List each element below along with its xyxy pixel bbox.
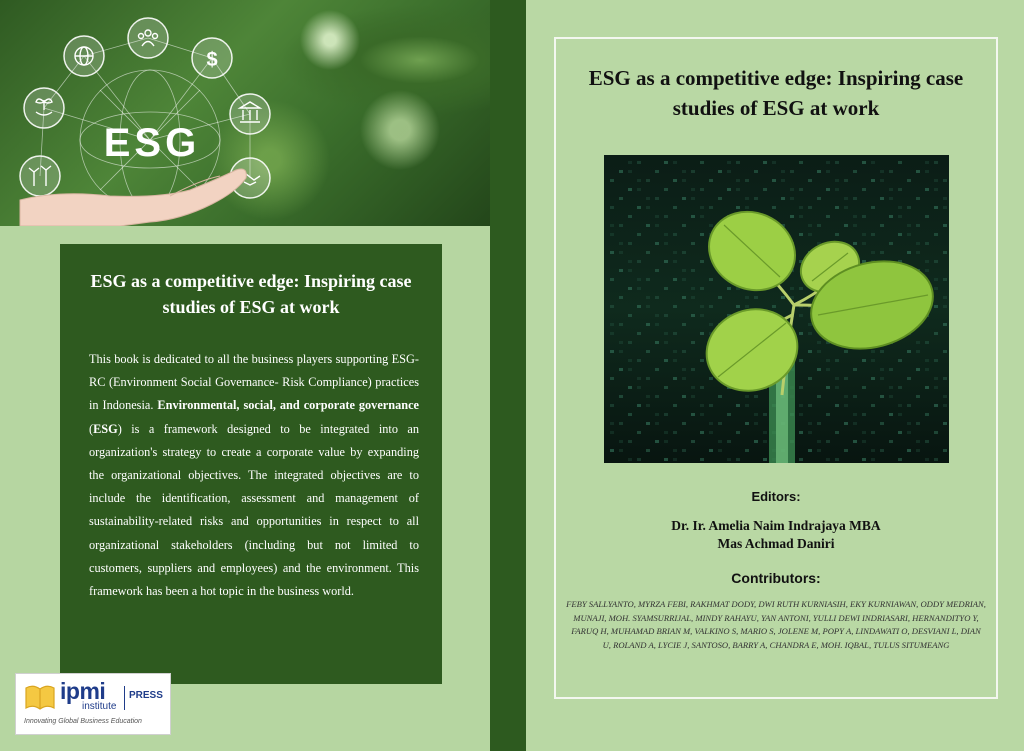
- description-part-bold: ESG: [93, 421, 118, 436]
- contributors-list: FEBY SALLYANTO, MYRZA FEBI, RAKHMAT DODY, DWI RUTH KURNIASIH, EKY KURNIAWAN, ODDY MEDRIAN, MUNAJI, MOH. SYAMSURRIJAL, MINDY RAHAYU, YAN ANTONI, YULLI DEWI INDRIASARI, HERNANDITYO Y, FARUQ H, MUHAMAD BRIAN M, VALKINO S, MARIO S, JOLENE M, POPY A, LINDAWATI O, DESVIANI L, DIAN U, ROLAND A, LYCIE J, SANTOSO, BARRY A, CHANDRA E, MOH. IQBAL, TULUS SITUMEANG: [566, 599, 986, 651]
- logo-institute: institute: [82, 701, 117, 712]
- contributors-label: Contributors:: [731, 570, 821, 586]
- book-spine: [490, 0, 526, 751]
- editor-name: Mas Achmad Daniri: [717, 536, 835, 551]
- people-icon: [128, 18, 168, 58]
- back-cover-panel: [60, 244, 442, 684]
- editor-name: Dr. Ir. Amelia Naim Indrajaya MBA: [671, 518, 881, 533]
- description-part: (: [89, 421, 94, 436]
- logo-press: PRESS: [129, 690, 163, 701]
- back-cover-description: [89, 348, 419, 603]
- editors-label: Editors:: [751, 489, 801, 504]
- back-cover-title: ESG as a competitive edge: Inspiring case studies of ESG at work: [90, 271, 412, 317]
- ipmi-press-logo: [15, 673, 171, 735]
- logo-divider: [124, 686, 125, 710]
- svg-text:$: $: [206, 49, 218, 71]
- esg-hero-image: [0, 0, 490, 226]
- plant-sprout-image: [604, 155, 949, 463]
- wind-turbine-icon: [20, 156, 60, 196]
- sprout-circuit-graphic: [604, 155, 949, 463]
- description-part-bold: Environmental, social, and corporate governance: [157, 398, 419, 413]
- open-book-icon: [24, 682, 56, 712]
- description-part: This book is dedicated to all the business players supporting ESG-RC (Environment Social Governance- Risk Compliance) practices in Indonesia.: [89, 352, 419, 413]
- front-cover-title: ESG as a competitive edge: Inspiring case studies of ESG at work: [588, 66, 964, 120]
- esg-network-graphic: [0, 0, 490, 226]
- esg-hero-text: ESG: [103, 121, 201, 165]
- logo-brand: ipmi: [60, 678, 106, 704]
- description-part: ) is a framework designed to be integrated into an organization's strategy to create a corporate value by expanding the organizational objectives. The integrated objectives are to include the identification, assessment and management of sustainability-related risks and opportunities in respect to all organizational stakeholders (including but not limited to customers, suppliers and employees) and the environment. This framework has been a hot topic in the business world.: [89, 421, 419, 599]
- logo-tagline: Innovating Global Business Education: [24, 718, 142, 725]
